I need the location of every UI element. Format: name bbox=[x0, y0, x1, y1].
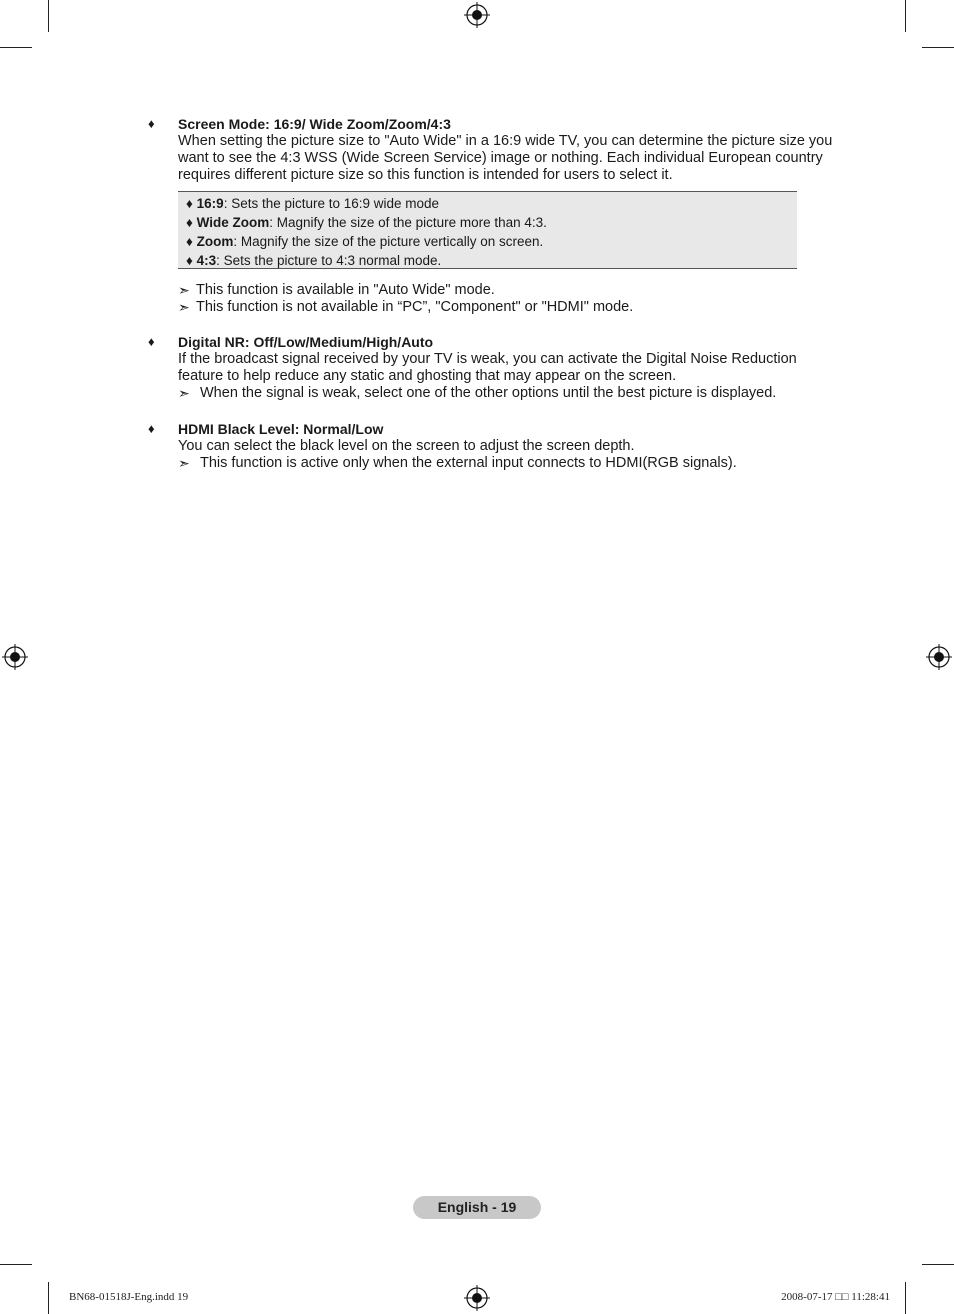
bullet-icon: ♦ bbox=[148, 334, 155, 349]
arrow-note-icon: ➣ bbox=[178, 455, 190, 471]
note-text: This function is available in "Auto Wide" mode. bbox=[196, 282, 495, 298]
option-key: 16:9 bbox=[196, 196, 224, 211]
arrow-note-icon: ➣ bbox=[178, 385, 190, 401]
option-row bbox=[186, 194, 797, 213]
note bbox=[178, 455, 838, 472]
options-box bbox=[178, 191, 797, 269]
note-text: This function is not available in “PC”, "Component" or "HDMI" mode. bbox=[196, 299, 634, 315]
registration-mark-icon bbox=[464, 2, 490, 28]
section-screen-mode bbox=[148, 116, 838, 184]
crop-mark bbox=[0, 1264, 32, 1265]
crop-mark bbox=[905, 0, 906, 32]
crop-mark bbox=[48, 0, 49, 32]
crop-mark bbox=[922, 47, 954, 48]
crop-mark bbox=[922, 1264, 954, 1265]
option-key: Zoom bbox=[196, 234, 234, 249]
page-number: English - 19 bbox=[413, 1196, 541, 1219]
footer-timestamp: 2008-07-17 □□ 11:28:41 bbox=[781, 1291, 890, 1303]
registration-mark-icon bbox=[2, 644, 28, 670]
option-key: 4:3 bbox=[196, 253, 217, 268]
option-row bbox=[186, 251, 797, 270]
note bbox=[178, 299, 838, 316]
option-key: Wide Zoom bbox=[196, 215, 270, 230]
section-text: When setting the picture size to "Auto Wide" in a 16:9 wide TV, you can determine the picture size you want to see the 4:3 WSS (Wide Screen Service) image or nothing. Each individual European country requires different picture size so this function is intended for users to select it. bbox=[178, 133, 833, 183]
crop-mark bbox=[0, 47, 32, 48]
registration-mark-icon bbox=[464, 1285, 490, 1311]
section-text: You can select the black level on the screen to adjust the screen depth. bbox=[178, 438, 635, 454]
bullet-icon: ♦ bbox=[186, 253, 193, 268]
option-desc: : Sets the picture to 4:3 normal mode. bbox=[216, 253, 442, 268]
bullet-icon: ♦ bbox=[186, 234, 193, 249]
bullet-icon: ♦ bbox=[148, 116, 155, 131]
arrow-note-icon: ➣ bbox=[178, 282, 190, 298]
section-title: Screen Mode: 16:9/ Wide Zoom/Zoom/4:3 bbox=[178, 116, 451, 132]
bullet-icon: ♦ bbox=[186, 215, 193, 230]
section-title: HDMI Black Level: Normal/Low bbox=[178, 421, 384, 437]
registration-mark-icon bbox=[926, 644, 952, 670]
option-row bbox=[186, 232, 797, 251]
bullet-icon: ♦ bbox=[148, 421, 155, 436]
section-hdmi-black-level bbox=[148, 421, 838, 472]
bullet-icon: ♦ bbox=[186, 196, 193, 211]
option-desc: : Magnify the size of the picture more than 4:3. bbox=[269, 215, 547, 230]
option-row bbox=[186, 213, 797, 232]
section-text: If the broadcast signal received by your TV is weak, you can activate the Digital Noise Reduction feature to help reduce any static and ghosting that may appear on the screen. bbox=[178, 351, 797, 384]
option-desc: : Sets the picture to 16:9 wide mode bbox=[223, 196, 440, 211]
note-text: When the signal is weak, select one of the other options until the best picture is displayed. bbox=[200, 385, 777, 401]
crop-mark bbox=[905, 1282, 906, 1314]
note-text: This function is active only when the external input connects to HDMI(RGB signals). bbox=[200, 455, 737, 471]
footer-file-info: BN68-01518J-Eng.indd 19 bbox=[69, 1291, 189, 1303]
screen-mode-notes bbox=[148, 282, 838, 316]
section-digital-nr bbox=[148, 334, 838, 402]
note bbox=[178, 282, 838, 299]
crop-mark bbox=[48, 1282, 49, 1314]
note bbox=[178, 385, 838, 402]
option-desc: : Magnify the size of the picture vertically on screen. bbox=[233, 234, 544, 249]
arrow-note-icon: ➣ bbox=[178, 299, 190, 315]
section-title: Digital NR: Off/Low/Medium/High/Auto bbox=[178, 334, 434, 350]
